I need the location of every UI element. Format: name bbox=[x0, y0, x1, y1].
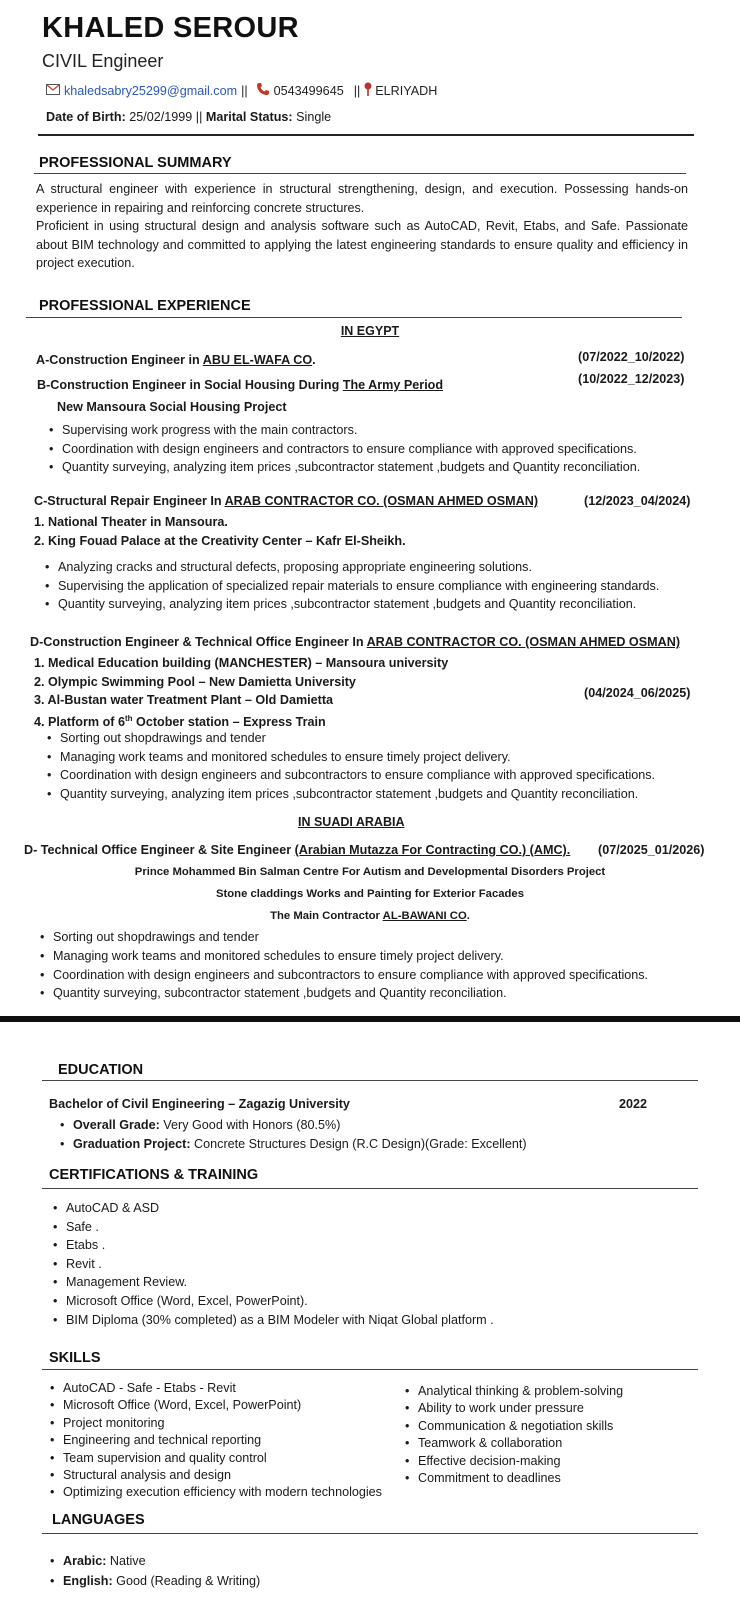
header-divider bbox=[38, 134, 694, 136]
list-item: • Structural analysis and design bbox=[50, 1467, 382, 1484]
grade-label: Overall Grade: bbox=[73, 1118, 160, 1132]
certifications-list bbox=[53, 1199, 494, 1329]
list-item: • Quantity surveying, analyzing item prices ,subcontractor statement ,budgets and Quantity reconciliation. bbox=[45, 595, 659, 614]
list-item: • Microsoft Office (Word, Excel, PowerPoint) bbox=[50, 1397, 382, 1414]
list-item: • Managing work teams and monitored schedules to ensure timely project delivery. bbox=[47, 748, 655, 767]
section-rule bbox=[42, 1369, 698, 1370]
list-item: • Commitment to deadlines bbox=[405, 1470, 623, 1487]
job-d-projects bbox=[34, 654, 448, 731]
job-e-scope: Stone claddings Works and Painting for Exterior Facades bbox=[215, 888, 524, 900]
job-d-company: ARAB CONTRACTOR CO. (OSMAN AHMED OSMAN) bbox=[366, 635, 681, 649]
country-label-egypt: IN EGYPT bbox=[340, 324, 400, 338]
list-item bbox=[60, 1116, 527, 1135]
superscript: th bbox=[124, 713, 133, 723]
location: ELRIYADH bbox=[375, 83, 438, 98]
skills-left-column bbox=[50, 1380, 382, 1502]
dob-label: Date of Birth: bbox=[46, 110, 126, 124]
project-item bbox=[34, 710, 448, 732]
job-e-title bbox=[24, 843, 570, 857]
list-item: • Supervising the application of specialized repair materials to ensure compliance with engineering standards. bbox=[45, 577, 659, 596]
list-item: • Managing work teams and monitored schedules to ensure timely project delivery. bbox=[40, 947, 648, 966]
contractor-name: AL-BAWANI CO bbox=[382, 910, 467, 922]
contact-line bbox=[46, 82, 437, 99]
list-item: • Effective decision-making bbox=[405, 1453, 623, 1470]
job-c-company: ARAB CONTRACTOR CO. (OSMAN AHMED OSMAN) bbox=[224, 494, 539, 508]
candidate-title: CIVIL Engineer bbox=[42, 51, 164, 71]
separator: || bbox=[353, 83, 361, 98]
list-item: • Ability to work under pressure bbox=[405, 1400, 623, 1417]
education-heading: EDUCATION bbox=[58, 1062, 144, 1078]
language-level: Good (Reading & Writing) bbox=[112, 1573, 261, 1588]
list-item: • Coordination with design engineers and subcontractors to ensure compliance with approved specifications. bbox=[40, 966, 648, 985]
language-name: English: bbox=[63, 1573, 113, 1588]
list-item: • Supervising work progress with the main contractors. bbox=[49, 421, 640, 440]
candidate-name: KHALED SEROUR bbox=[42, 12, 299, 44]
job-c-projects bbox=[34, 513, 406, 550]
list-item: • Coordination with design engineers and contractors to ensure compliance with approved specifications. bbox=[49, 440, 640, 459]
list-item: • Quantity surveying, analyzing item prices ,subcontractor statement ,budgets and Quantity reconciliation. bbox=[47, 785, 655, 804]
list-item: • Quantity surveying, analyzing item prices ,subcontractor statement ,budgets and Quantity reconciliation. bbox=[49, 458, 640, 477]
job-b-date: (10/2022_12/2023) bbox=[578, 372, 685, 386]
job-e-role: D- Technical Office Engineer & Site Engineer bbox=[24, 843, 295, 857]
degree: Bachelor of Civil Engineering – Zagazig University bbox=[49, 1097, 350, 1111]
page-break bbox=[0, 1016, 740, 1022]
job-d-title bbox=[30, 635, 680, 649]
list-item: • Coordination with design engineers and subcontractors to ensure compliance with approved specifications. bbox=[47, 766, 655, 785]
job-b-company: The Army Period bbox=[342, 378, 444, 392]
list-item bbox=[50, 1572, 260, 1592]
education-details bbox=[60, 1116, 527, 1153]
list-item bbox=[60, 1135, 527, 1154]
list-item: • Revit . bbox=[53, 1255, 494, 1274]
job-a-suffix: . bbox=[312, 353, 316, 367]
list-item: • AutoCAD - Safe - Etabs - Revit bbox=[50, 1380, 382, 1397]
list-item: • Teamwork & collaboration bbox=[405, 1435, 623, 1452]
project-item: 1. Medical Education building (MANCHESTER) – Mansoura university bbox=[34, 656, 449, 670]
email-link[interactable]: khaledsabry25299@gmail.com bbox=[64, 83, 238, 98]
language-level: Native bbox=[106, 1554, 146, 1568]
job-d-bullets bbox=[47, 729, 655, 803]
list-item: • BIM Diploma (30% completed) as a BIM Modeler with Niqat Global platform . bbox=[53, 1311, 494, 1330]
list-item: • Analyzing cracks and structural defects, proposing appropriate engineering solutions. bbox=[45, 558, 659, 577]
job-c-bullets bbox=[45, 558, 659, 614]
marital-label: Marital Status: bbox=[205, 110, 293, 124]
project-item: 2. King Fouad Palace at the Creativity Center – Kafr El-Sheikh. bbox=[34, 533, 406, 548]
list-item: • Sorting out shopdrawings and tender bbox=[47, 729, 655, 748]
languages-list bbox=[50, 1552, 260, 1591]
job-a-company: ABU EL-WAFA CO bbox=[202, 353, 313, 367]
section-rule bbox=[42, 1533, 698, 1534]
grade-value: Very Good with Honors (80.5%) bbox=[159, 1118, 341, 1132]
phone-icon bbox=[256, 82, 270, 99]
section-rule bbox=[42, 1188, 698, 1189]
separator: || bbox=[241, 83, 248, 98]
job-a-title bbox=[36, 353, 316, 367]
job-a-date: (07/2022_10/2022) bbox=[578, 350, 685, 364]
skills-right-column bbox=[405, 1383, 623, 1487]
list-item: • Safe . bbox=[53, 1218, 494, 1237]
phone-number: 0543499645 bbox=[273, 83, 344, 98]
list-item: • Engineering and technical reporting bbox=[50, 1432, 382, 1449]
summary-heading: PROFESSIONAL SUMMARY bbox=[39, 155, 232, 171]
dob-value: 25/02/1999 bbox=[129, 110, 193, 124]
job-c-title bbox=[34, 494, 538, 508]
job-e-company: (Arabian Mutazza For Contracting CO.) (AMC). bbox=[294, 843, 571, 857]
list-item: • Optimizing execution efficiency with modern technologies bbox=[50, 1484, 382, 1501]
list-item: • Analytical thinking & problem-solving bbox=[405, 1383, 623, 1400]
project-item-text: October station – Express Train bbox=[132, 714, 326, 729]
section-rule bbox=[26, 317, 682, 318]
list-item: • Sorting out shopdrawings and tender bbox=[40, 928, 648, 947]
job-d-role: D-Construction Engineer & Technical Office Engineer In bbox=[30, 635, 367, 649]
project-label: Graduation Project: bbox=[73, 1136, 191, 1151]
job-e-contractor: The Main Contractor AL-BAWANI CO. bbox=[270, 910, 470, 922]
list-item: • Team supervision and quality control bbox=[50, 1450, 382, 1467]
job-e-date: (07/2025_01/2026) bbox=[598, 843, 705, 857]
graduation-year: 2022 bbox=[619, 1097, 648, 1111]
job-c-role: C-Structural Repair Engineer In bbox=[34, 494, 225, 508]
job-b-bullets bbox=[49, 421, 640, 477]
skills-heading: SKILLS bbox=[49, 1350, 101, 1366]
personal-info bbox=[46, 110, 331, 124]
job-c-date: (12/2023_04/2024) bbox=[584, 494, 691, 508]
list-item: • AutoCAD & ASD bbox=[53, 1199, 494, 1218]
summary-paragraph-1: A structural engineer with experience in structural strengthening, design, and execution. Possessing hands-on experience in repairing and reinforcing concrete structures. bbox=[36, 182, 688, 215]
marital-value: Single bbox=[296, 110, 332, 124]
job-b-project: New Mansoura Social Housing Project bbox=[57, 400, 287, 414]
list-item: • Etabs . bbox=[53, 1236, 494, 1255]
country-label-ksa: IN SUADI ARABIA bbox=[298, 815, 405, 829]
section-rule bbox=[34, 173, 686, 174]
separator: || bbox=[195, 110, 203, 124]
certifications-heading: CERTIFICATIONS & TRAINING bbox=[49, 1167, 259, 1183]
list-item: • Quantity surveying, subcontractor statement ,budgets and Quantity reconciliation. bbox=[40, 984, 648, 1003]
list-item: • Management Review. bbox=[53, 1273, 494, 1292]
job-e-bullets bbox=[40, 928, 648, 1003]
experience-heading: PROFESSIONAL EXPERIENCE bbox=[39, 298, 251, 314]
project-value: Concrete Structures Design (R.C Design)(Grade: Excellent) bbox=[190, 1136, 527, 1151]
job-e-project: Prince Mohammed Bin Salman Centre For Autism and Developmental Disorders Project bbox=[134, 866, 606, 878]
contractor-label: The Main Contractor bbox=[270, 910, 383, 922]
project-item-text: 4. Platform of 6 bbox=[34, 714, 125, 729]
envelope-icon bbox=[46, 84, 60, 98]
list-item: • Microsoft Office (Word, Excel, PowerPoint). bbox=[53, 1292, 494, 1311]
project-item: 1. National Theater in Mansoura. bbox=[34, 515, 228, 529]
list-item: • Communication & negotiation skills bbox=[405, 1418, 623, 1435]
list-item: • Project monitoring bbox=[50, 1415, 382, 1432]
languages-heading: LANGUAGES bbox=[52, 1512, 145, 1528]
job-b-title bbox=[37, 378, 443, 392]
pin-icon bbox=[364, 82, 372, 99]
job-d-date: (04/2024_06/2025) bbox=[584, 686, 691, 700]
project-item: 2. Olympic Swimming Pool – New Damietta University bbox=[34, 674, 356, 689]
section-rule bbox=[42, 1080, 698, 1081]
project-item: 3. Al-Bustan water Treatment Plant – Old Damietta bbox=[34, 693, 334, 707]
language-name: Arabic: bbox=[63, 1554, 107, 1568]
job-a-role: A-Construction Engineer in bbox=[36, 353, 203, 367]
job-b-role: B-Construction Engineer in Social Housing During bbox=[37, 378, 343, 392]
list-item bbox=[50, 1552, 260, 1572]
summary-paragraph-2: Proficient in using structural design and analysis software such as AutoCAD, Revit, Etabs, and Safe. Passionate about BIM technology and committed to applying the latest engineering standards to ensure quality and efficiency in project execution. bbox=[36, 219, 688, 270]
